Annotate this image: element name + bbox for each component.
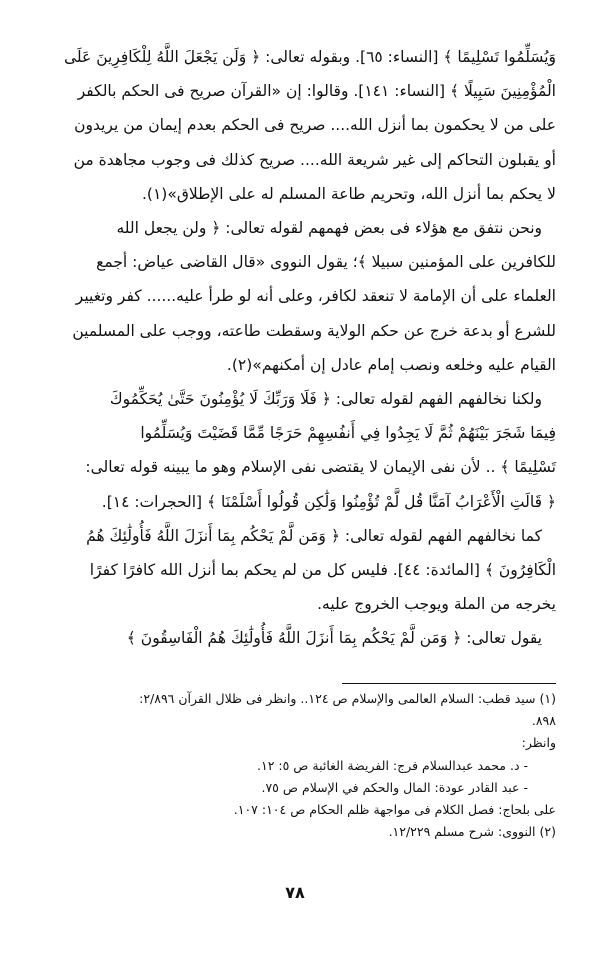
text-line-7: للكافرين على المؤمنين سبيلا ﴾؛ يقول النووى «قال القاضى عياض: أجمع <box>96 253 556 272</box>
text-line-3: على من لا يحكمون بما أنزل الله.... صريح فى الحكم بعدم إيمان من يريدون <box>74 116 556 135</box>
text-line-16: الْكَافِرُونَ ﴾ [المائدة: ٤٤]. فليس كل من لم يحكم بما أنزل الله كافرًا كفرًا <box>89 561 556 580</box>
text-line-4: أو يقبلون التحاكم إلى غير شريعة الله.... صريح كذلك فى وجوب مجاهدة من <box>73 150 556 169</box>
text-line-1: وَيُسَلِّمُوا تَسْلِيمًا ﴾ [النساء: ٦٥]. وبقوله تعالى: ﴿ وَلَن يَجْعَلَ اللَّهُ لِلْكَافِرِينَ عَلَى <box>64 48 556 66</box>
footnote-see-also: وانظر: <box>521 735 556 751</box>
text-line-5: لا يحكم بما أنزل الله، وتحريم طاعة المسلم له على الإطلاق»(١). <box>141 184 556 203</box>
main-text <box>36 40 556 656</box>
text-line-12: فِيمَا شَجَرَ بَيْنَهُمْ ثُمَّ لَا يَجِدُوا فِي أَنفُسِهِمْ حَرَجًا مِّمَّا قَضَيْتَ وَيُسَلِّمُوا <box>140 424 556 443</box>
text-line-14: ﴿ قَالَتِ الْأَعْرَابُ آمَنَّا قُل لَّمْ تُؤْمِنُوا وَلَٰكِن قُولُوا أَسْلَمْنَا ﴾ [الحجرات: ١٤]. <box>101 492 556 511</box>
footnote-separator <box>342 683 556 684</box>
text-line-2: الْمُؤْمِنِينَ سَبِيلًا ﴾ [النساء: ١٤١]. وقالوا: إن «القرآن صريح فى الحكم بالكفر <box>77 82 556 101</box>
footnote-reference-2: - عبد القادر عودة: المال والحكم في الإسلام ص ٧٥. <box>261 779 528 795</box>
footnote-reference-3: على بلحاج: فصل الكلام فى مواجهة ظلم الحكام ص ١٠٤: ١٠٧. <box>233 802 556 818</box>
text-line-18: يقول تعالى: ﴿ وَمَن لَّمْ يَحْكُم بِمَا أَنزَلَ اللَّهُ فَأُولَٰئِكَ هُمُ الْفَاسِقُونَ ﴾ <box>126 629 542 648</box>
text-line-17: يخرجه من الملة ويوجب الخروج عليه. <box>317 595 556 614</box>
text-line-10: القيام عليه وخلعه ونصب إمام عادل إن أمكنهم»(٢). <box>226 355 556 374</box>
footnotes <box>36 688 556 843</box>
text-line-11: ولكنا نخالفهم الفهم لقوله تعالى: ﴿ فَلَا وَرَبِّكَ لَا يُؤْمِنُونَ حَتَّىٰ يُحَكِّمُوكَ <box>109 390 542 409</box>
text-line-8: العلماء على أن الإمامة لا تنعقد لكافر، وعلى أنه لو طرأ عليه...... كفر وتغيير <box>75 287 556 306</box>
footnote-1-continued: ٨٩٨. <box>531 713 556 729</box>
footnote-2: (٢) النووى: شرح مسلم ١٢/٢٢٩. <box>388 824 556 840</box>
text-line-15: كما نخالفهم الفهم لقوله تعالى: ﴿ وَمَن لَّمْ يَحْكُم بِمَا أَنزَلَ اللَّهُ فَأُولَٰئِكَ هُمُ <box>86 526 542 545</box>
footnote-reference-1: - د. محمد عبدالسلام فرج: الفريضة الغائبة ص ٥: ١٢. <box>257 757 528 773</box>
text-line-6: ونحن نتفق مع هؤلاء فى بعض فهمهم لقوله تعالى: ﴿ ولن يجعل الله <box>116 219 542 238</box>
text-line-9: للشرع أو بدعة خرج عن حكم الولاية وسقطت طاعته، ووجب على المسلمين <box>72 321 556 340</box>
footnote-1: (١) سيد قطب: السلام العالمى والإسلام ص ١٢٤.. وانظر فى ظلال القرآن ٢/٨٩٦: <box>139 691 556 706</box>
text-line-13: تَسْلِيمًا ﴾ .. لأن نفى الإيمان لا يقتضى نفى الإسلام وهو ما يبينه قوله تعالى: <box>85 458 556 477</box>
page-number: ٧٨ <box>285 883 305 902</box>
